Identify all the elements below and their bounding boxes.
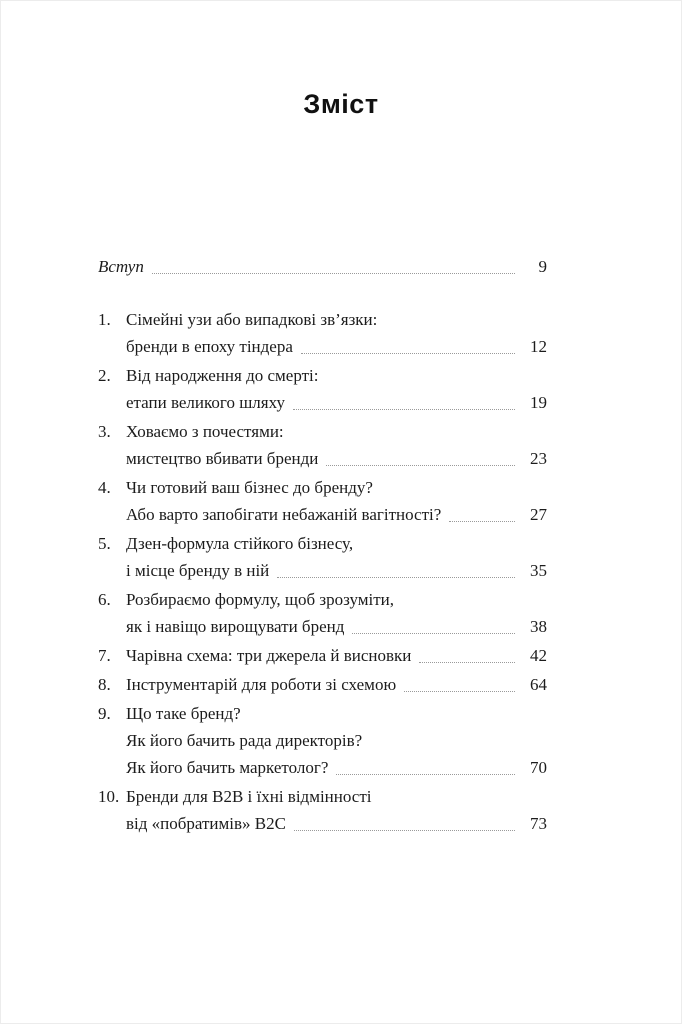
toc-entry-text: і місце бренду в ній bbox=[126, 561, 270, 580]
toc-entry bbox=[98, 474, 547, 528]
toc-entry-line bbox=[98, 783, 547, 810]
toc-entry-line bbox=[98, 810, 547, 837]
toc-entry-text: мистецтво вбивати бренди bbox=[126, 449, 319, 468]
dotted-leader bbox=[352, 613, 515, 634]
toc-entry-page-number: 42 bbox=[530, 646, 547, 665]
toc-entry-page-number: 9 bbox=[538, 257, 547, 276]
dotted-leader bbox=[336, 754, 515, 775]
toc-entry-number: 9. bbox=[98, 704, 111, 723]
toc-entry-line bbox=[98, 700, 547, 727]
toc-entry-line bbox=[98, 727, 547, 754]
dotted-leader bbox=[293, 389, 515, 410]
toc-entry-line bbox=[98, 445, 547, 472]
toc-entry bbox=[98, 530, 547, 584]
toc-entry bbox=[98, 253, 547, 280]
dotted-leader bbox=[326, 445, 515, 466]
toc-entry-line bbox=[98, 613, 547, 640]
toc-entry-page-number: 70 bbox=[530, 758, 547, 777]
toc-entry-page-number: 19 bbox=[530, 393, 547, 412]
toc-entry-line bbox=[98, 754, 547, 781]
toc-entry-number: 6. bbox=[98, 590, 111, 609]
toc-entry bbox=[98, 362, 547, 416]
toc-entry-text: бренди в епоху тіндера bbox=[126, 337, 293, 356]
toc-entry-page-number: 27 bbox=[530, 505, 547, 524]
toc-entry-line bbox=[98, 530, 547, 557]
toc-entry-number: 1. bbox=[98, 310, 111, 329]
toc-entry-line bbox=[98, 333, 547, 360]
toc-entry-line bbox=[98, 671, 547, 698]
dotted-leader bbox=[152, 253, 515, 274]
toc-entry-text: Сімейні узи або випадкові зв’язки: bbox=[126, 310, 378, 329]
toc-entry-number: 3. bbox=[98, 422, 111, 441]
toc-entry-number: 4. bbox=[98, 478, 111, 497]
toc-entry-text: Чи готовий ваш бізнес до бренду? bbox=[126, 478, 373, 497]
dotted-leader bbox=[404, 671, 515, 692]
toc-entry-line bbox=[98, 362, 547, 389]
toc-entry bbox=[98, 671, 547, 698]
toc-entry-text: як і навіщо вирощувати бренд bbox=[126, 617, 345, 636]
toc-entry-number: 10. bbox=[98, 787, 120, 806]
dotted-leader bbox=[301, 333, 515, 354]
toc-entry-number: 8. bbox=[98, 675, 111, 694]
toc-entry-page-number: 73 bbox=[530, 814, 547, 833]
toc-entry-page-number: 12 bbox=[530, 337, 547, 356]
toc-entry-line bbox=[98, 253, 547, 280]
toc-entry-line bbox=[98, 474, 547, 501]
toc-entry-text: від «побратимів» B2C bbox=[126, 814, 286, 833]
toc-entry-text: Що таке бренд? bbox=[126, 704, 241, 723]
toc-entry bbox=[98, 642, 547, 669]
toc-entry bbox=[98, 783, 547, 837]
toc-entry-line bbox=[98, 642, 547, 669]
toc-entry-page-number: 64 bbox=[530, 675, 547, 694]
toc-entry-text: Інструментарій для роботи зі схемою bbox=[126, 675, 397, 694]
toc-entry-number: 2. bbox=[98, 366, 111, 385]
toc-entry-text: Розбираємо формулу, щоб зрозуміти, bbox=[126, 590, 394, 609]
toc-entry-line bbox=[98, 306, 547, 333]
toc-list bbox=[98, 253, 547, 839]
toc-entry-line bbox=[98, 389, 547, 416]
dotted-leader bbox=[449, 501, 515, 522]
toc-entry-line bbox=[98, 557, 547, 584]
toc-entry-text: Ховаємо з почестями: bbox=[126, 422, 284, 441]
toc-entry-line bbox=[98, 501, 547, 528]
toc-entry-number: 5. bbox=[98, 534, 111, 553]
toc-entry-text: Як його бачить маркетолог? bbox=[126, 758, 329, 777]
dotted-leader bbox=[294, 810, 515, 831]
toc-entry-text: етапи великого шляху bbox=[126, 393, 285, 412]
toc-entry bbox=[98, 700, 547, 781]
dotted-leader bbox=[277, 557, 515, 578]
toc-entry bbox=[98, 418, 547, 472]
toc-entry bbox=[98, 586, 547, 640]
toc-entry-text: Бренди для B2B і їхні відмінності bbox=[126, 787, 372, 806]
toc-entry-text: Чарівна схема: три джерела й висновки bbox=[126, 646, 412, 665]
toc-entry-page-number: 38 bbox=[530, 617, 547, 636]
toc-title: Зміст bbox=[303, 89, 379, 119]
toc-entry-line bbox=[98, 586, 547, 613]
toc-entry-line bbox=[98, 418, 547, 445]
toc-entry-text: Від народження до смерті: bbox=[126, 366, 319, 385]
toc-entry-text: Вступ bbox=[98, 257, 144, 276]
toc-entry-text: Дзен-формула стійкого бізнесу, bbox=[126, 534, 354, 553]
toc-entry-text: Або варто запобігати небажаній вагітності? bbox=[126, 505, 442, 524]
dotted-leader bbox=[419, 642, 515, 663]
toc-entry-page-number: 23 bbox=[530, 449, 547, 468]
toc-entry bbox=[98, 306, 547, 360]
toc-entry-number: 7. bbox=[98, 646, 111, 665]
toc-entry-page-number: 35 bbox=[530, 561, 547, 580]
toc-entry-text: Як його бачить рада директорів? bbox=[126, 731, 363, 750]
